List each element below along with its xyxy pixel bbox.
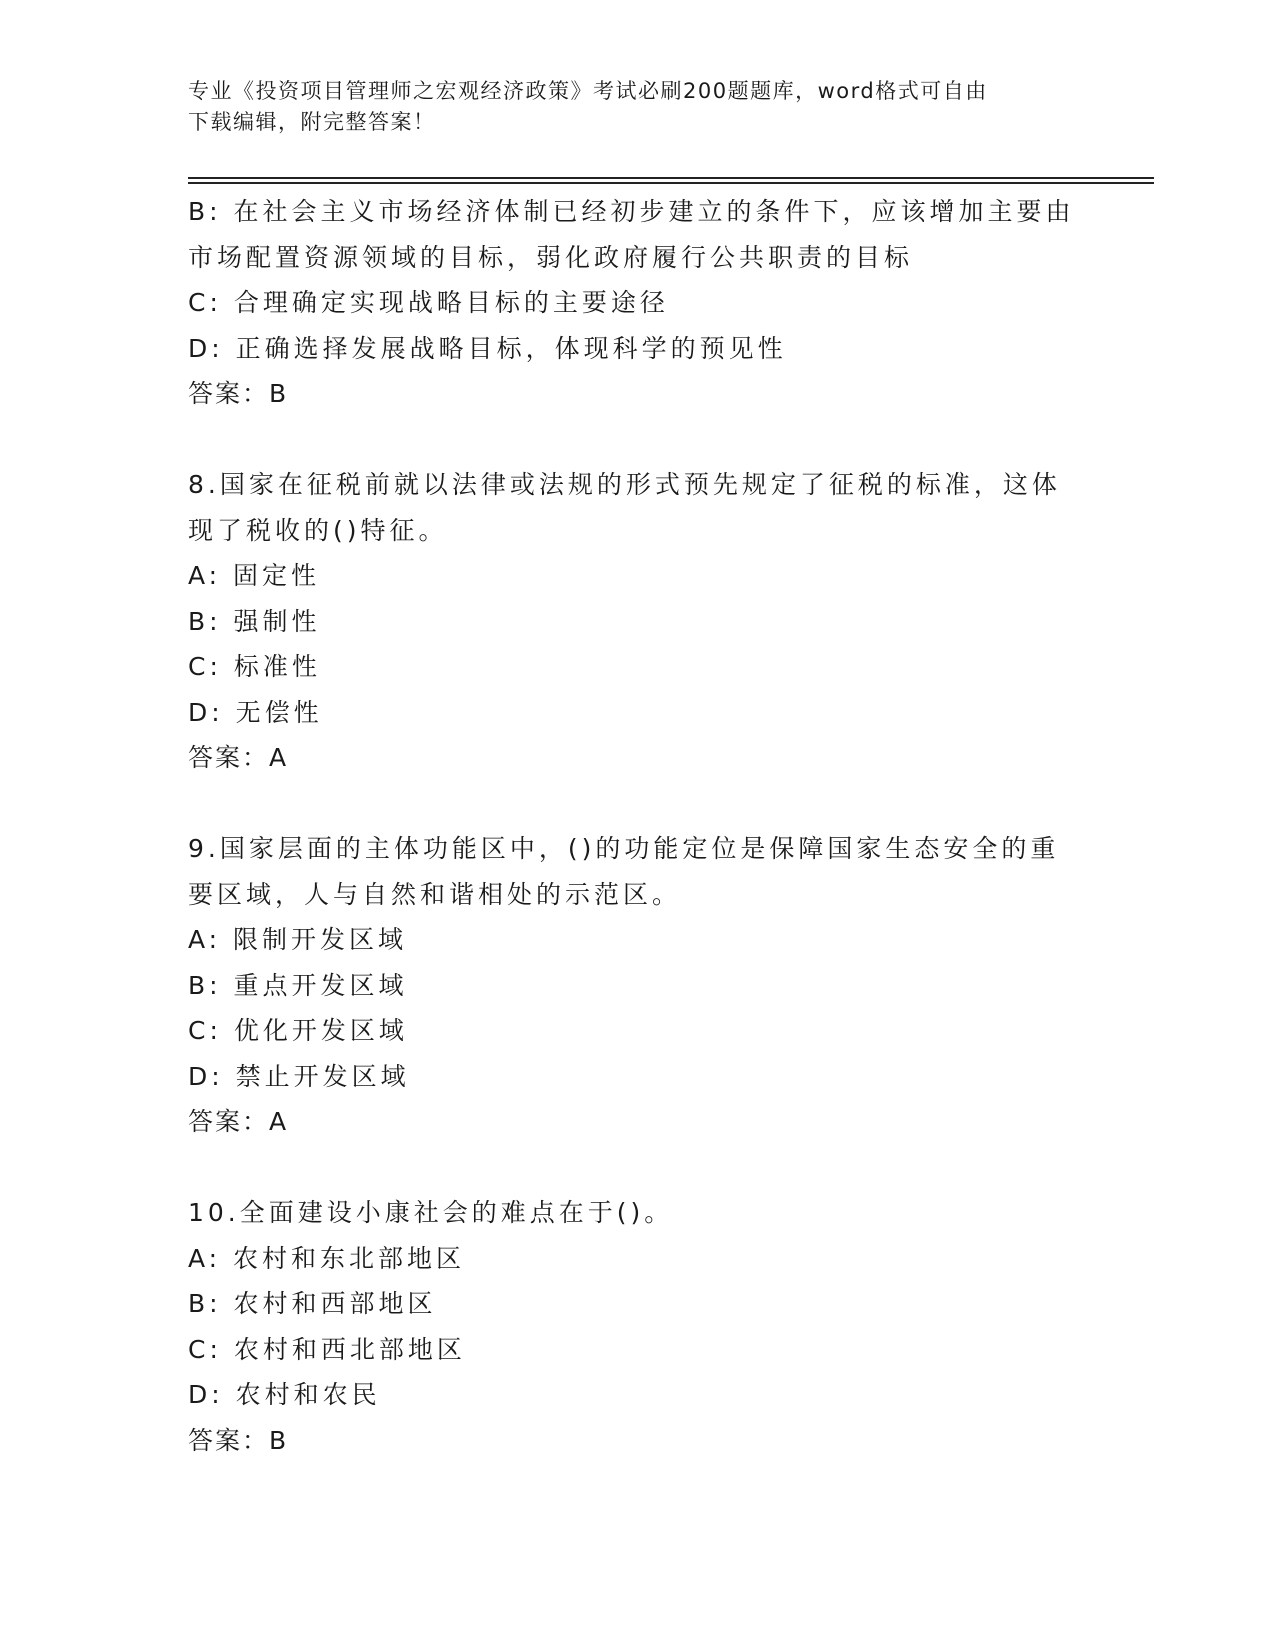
answer: 答案：B	[188, 379, 289, 408]
question-8	[188, 462, 1088, 781]
option-c: C: 农村和西北部地区	[188, 1334, 466, 1364]
option-d: D: 正确选择发展战略目标，体现科学的预见性	[188, 333, 787, 363]
question-10	[188, 1190, 1088, 1463]
option-b: B: 农村和西部地区	[188, 1289, 437, 1318]
question-stem-continued: 要区域，人与自然和谐相处的示范区。	[188, 879, 682, 909]
option-b-continued: 市场配置资源领域的目标，弱化政府履行公共职责的目标	[188, 242, 914, 272]
header-title-line2: 下载编辑，附完整答案！	[188, 110, 436, 134]
header-title-line1: 专业《投资项目管理师之宏观经济政策》考试必刷200题题库，word格式可自由	[188, 79, 988, 103]
document-header	[188, 76, 1068, 138]
question-9	[188, 826, 1088, 1145]
question-stem: 10.全面建设小康社会的难点在于()。	[188, 1198, 674, 1227]
question-stem: 9.国家层面的主体功能区中，()的功能定位是保障国家生态安全的重	[188, 834, 1060, 863]
header-divider-bottom	[188, 182, 1154, 184]
question-stem-continued: 现了税收的()特征。	[188, 515, 448, 545]
option-a: A: 限制开发区域	[188, 925, 408, 954]
answer: 答案：A	[188, 743, 289, 772]
option-a: A: 固定性	[188, 561, 321, 590]
header-divider-top	[188, 177, 1154, 179]
option-b: B: 重点开发区域	[188, 970, 408, 1000]
option-c: C: 标准性	[188, 652, 321, 681]
option-d: D: 无偿性	[188, 697, 323, 727]
question-7-partial	[188, 189, 1088, 417]
answer: 答案：B	[188, 1425, 289, 1455]
question-list	[188, 189, 1088, 1463]
option-b: B: 强制性	[188, 606, 321, 636]
option-d: D: 禁止开发区域	[188, 1061, 410, 1091]
question-stem: 8.国家在征税前就以法律或法规的形式预先规定了征税的标准，这体	[188, 470, 1061, 499]
option-c: C: 优化开发区域	[188, 1016, 408, 1045]
option-c: C: 合理确定实现战略目标的主要途径	[188, 288, 669, 317]
option-b: B: 在社会主义市场经济体制已经初步建立的条件下，应该增加主要由	[188, 197, 1075, 226]
option-a: A: 农村和东北部地区	[188, 1243, 466, 1273]
option-d: D: 农村和农民	[188, 1380, 381, 1409]
answer: 答案：A	[188, 1107, 289, 1136]
